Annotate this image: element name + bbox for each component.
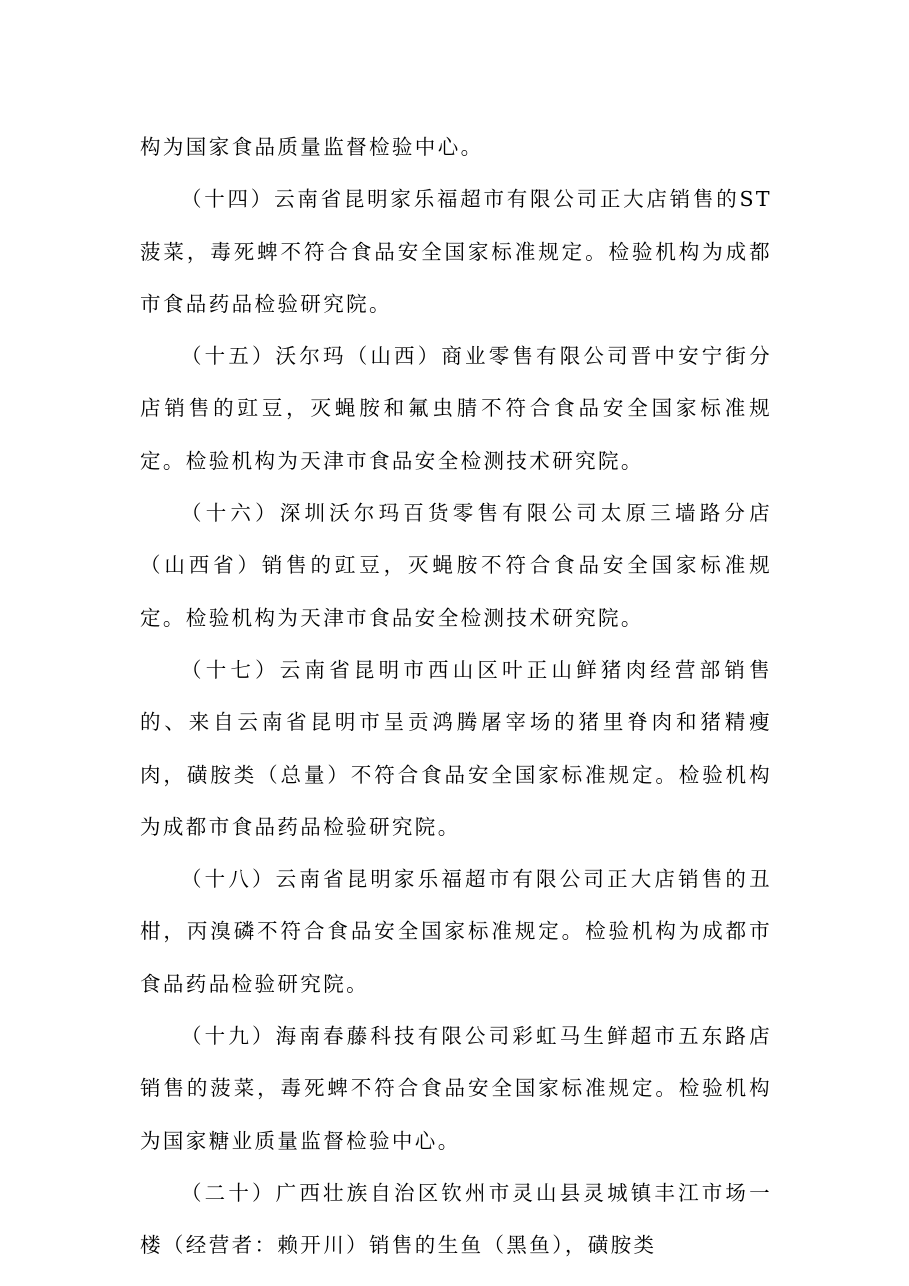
paragraph-item-20: （二十）广西壮族自治区钦州市灵山县灵城镇丰江市场一楼（经营者：赖开川）销售的生鱼（黑鱼），磺胺类 — [140, 1180, 772, 1258]
paragraph-item-17: （十七）云南省昆明市西山区叶正山鲜猪肉经营部销售的、来自云南省昆明市呈贡鸿腾屠宰场的猪里脊肉和猪精瘦肉，磺胺类（总量）不符合食品安全国家标准规定。检验机构为成都市食品药品检验研究院。 — [140, 657, 772, 839]
paragraph-item-18: （十八）云南省昆明家乐福超市有限公司正大店销售的丑柑，丙溴磷不符合食品安全国家标准规定。检验机构为成都市食品药品检验研究院。 — [140, 867, 772, 996]
document-body — [140, 121, 772, 1272]
paragraph-item-15: （十五）沃尔玛（山西）商业零售有限公司晋中安宁街分店销售的豇豆，灭蝇胺和氟虫腈不符合食品安全国家标准规定。检验机构为天津市食品安全检测技术研究院。 — [140, 344, 772, 473]
paragraph-item-19: （十九）海南春藤科技有限公司彩虹马生鲜超市五东路店销售的菠菜，毒死蜱不符合食品安全国家标准规定。检验机构为国家糖业质量监督检验中心。 — [140, 1024, 772, 1153]
paragraph-item-16: （十六）深圳沃尔玛百货零售有限公司太原三墙路分店（山西省）销售的豇豆，灭蝇胺不符合食品安全国家标准规定。检验机构为天津市食品安全检测技术研究院。 — [140, 501, 772, 630]
paragraph-continuation: 构为国家食品质量监督检验中心。 — [140, 135, 484, 159]
paragraph-item-14: （十四）云南省昆明家乐福超市有限公司正大店销售的ST菠菜，毒死蜱不符合食品安全国家标准规定。检验机构为成都市食品药品检验研究院。 — [140, 187, 772, 316]
